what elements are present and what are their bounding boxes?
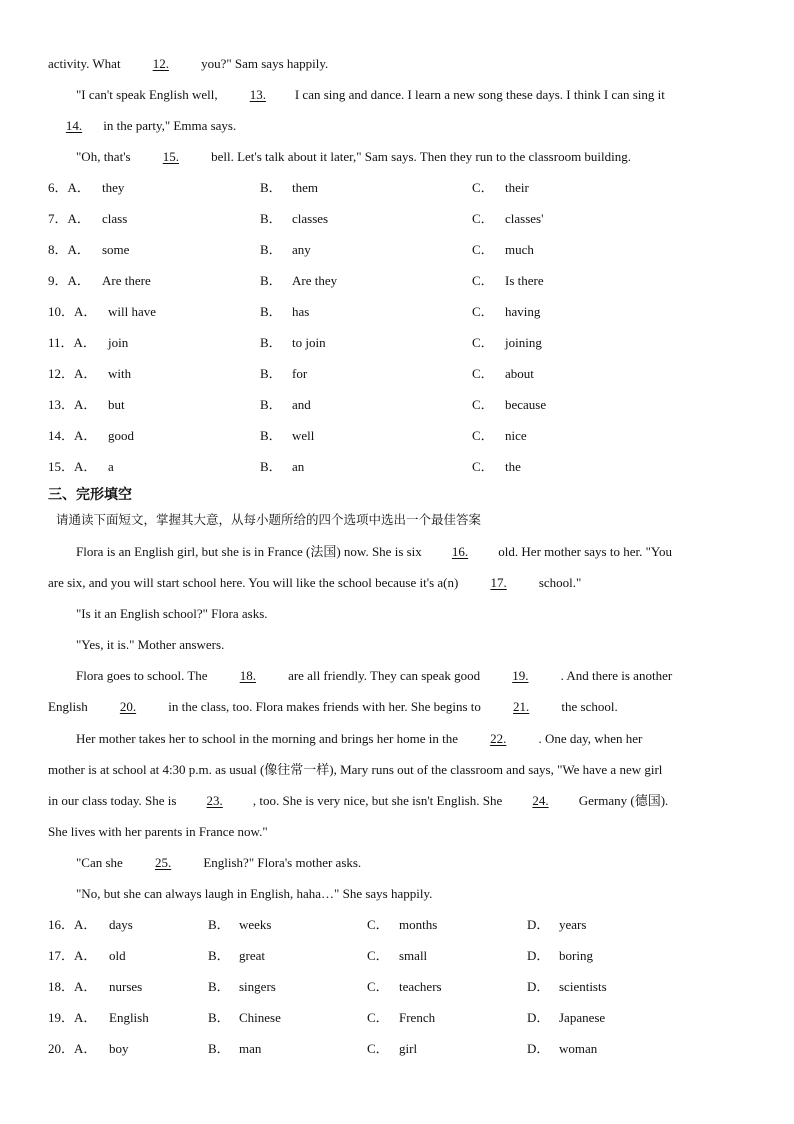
passage-text: are six, and you will start school here. You will like the school because it's a(n) [48,575,459,590]
blank-24: 24. [532,793,549,808]
blank-23: 23. [206,793,223,808]
passage-line [48,575,752,591]
question-row [48,948,752,964]
option-b-label: B． [208,948,230,963]
option-c-label: C． [472,428,494,443]
passage-text: "Oh, that's [76,149,131,164]
blank-12: 12. [152,56,169,71]
question-number: 8．A． [48,242,90,257]
option-a[interactable]: will have [108,304,157,319]
option-b[interactable]: and [292,397,311,412]
option-b[interactable]: Are they [292,273,338,288]
option-b[interactable]: singers [239,979,276,994]
question-row [48,979,752,995]
blank-14: 14. [65,118,83,133]
blank-22: 22. [490,731,507,746]
option-a[interactable]: boy [109,1041,129,1056]
blank-19: 19. [512,668,529,683]
option-a[interactable]: English [109,1010,149,1025]
passage-line [48,793,752,809]
question-number: 13．A． [48,397,97,412]
passage-line: "Yes, it is." Mother answers. [76,637,225,652]
passage-line [76,731,752,747]
question-number: 18．A． [48,979,97,994]
option-b-label: B． [260,366,282,381]
passage-line [76,149,752,165]
option-c[interactable]: girl [399,1041,418,1056]
blank-17: 17. [490,575,507,590]
passage-text: , too. She is very nice, but she isn't English. She [252,793,503,808]
option-b[interactable]: weeks [239,917,272,932]
passage-line: She lives with her parents in France now." [48,824,268,839]
passage-text: bell. Let's talk about it later," Sam says. Then they run to the classroom building. [211,149,632,164]
blank-25: 25. [154,855,172,870]
question-row [48,242,752,258]
option-a[interactable]: with [108,366,132,381]
option-b-label: B． [260,273,282,288]
passage-text: "Can she [76,855,123,870]
option-d-label: D． [527,948,550,963]
option-b-label: B． [260,335,282,350]
option-b[interactable]: any [292,242,311,257]
question-number: 11．A． [48,335,96,350]
option-b[interactable]: great [239,948,265,963]
question-row [48,459,752,475]
option-c-label: C． [472,459,494,474]
passage-text: in the class, too. Flora makes friends with her. She begins to [168,699,481,714]
passage-text: I can sing and dance. I learn a new song these days. I think I can sing it [294,87,665,102]
option-c[interactable]: the [505,459,521,474]
option-c-label: C． [472,366,494,381]
option-a[interactable]: some [102,242,130,257]
blank-20: 20. [119,699,137,714]
question-number: 19．A． [48,1010,97,1025]
option-c-label: C． [472,180,494,195]
option-c-label: C． [472,304,494,319]
option-b-label: B． [260,211,282,226]
question-number: 17．A． [48,948,97,963]
question-number: 6．A． [48,180,90,195]
passage-text: old. Her mother says to her. "You [498,544,672,559]
passage-text: in the party," Emma says. [103,118,237,133]
option-b[interactable]: an [292,459,305,474]
passage-text: in our class today. She is [48,793,177,808]
question-row [48,428,752,444]
question-row [48,1010,752,1026]
option-a[interactable]: but [108,397,125,412]
blank-21: 21. [513,699,530,714]
option-d-label: D． [527,979,550,994]
section-instruction: 请通读下面短文，掌握其大意，从每小题所给的四个选项中选出一个最佳答案 [56,512,482,527]
option-b[interactable]: to join [292,335,326,350]
blank-18: 18. [239,668,256,683]
option-a[interactable]: nurses [109,979,143,994]
passage-line [48,118,752,134]
option-c-label: C． [472,211,494,226]
option-b-label: B． [260,459,282,474]
option-c[interactable]: having [505,304,541,319]
question-row [48,1041,752,1057]
option-a[interactable]: Are there [102,273,151,288]
passage-text: English?" Flora's mother asks. [203,855,362,870]
option-b-label: B． [208,917,230,932]
passage-text: "I can't speak English well, [76,87,218,102]
passage-line [48,56,752,72]
option-c[interactable]: nice [505,428,527,443]
option-c[interactable]: classes' [505,211,544,226]
option-a[interactable]: days [109,917,133,932]
option-b-label: B． [260,180,282,195]
question-row [48,397,752,413]
option-d-label: D． [527,1010,550,1025]
passage-line [76,668,752,684]
question-number: 16．A． [48,917,97,932]
passage-line: mother is at school at 4:30 p.m. as usual (像往常一样), Mary runs out of the classroom and says, "We have a new girl [48,762,663,777]
option-a[interactable]: they [102,180,125,195]
option-c[interactable]: their [505,180,529,195]
option-c[interactable]: because [505,397,547,412]
passage-line [76,87,752,103]
question-number: 15．A． [48,459,97,474]
question-number: 20．A． [48,1041,97,1056]
passage-text: are all friendly. They can speak good [288,668,481,683]
blank-13: 13. [249,87,266,102]
question-row [48,273,752,289]
option-c[interactable]: teachers [399,979,442,994]
option-c-label: C． [367,917,389,932]
option-b[interactable]: them [292,180,318,195]
option-c[interactable]: joining [505,335,542,350]
passage-text: Germany (德国). [578,793,669,808]
option-d[interactable]: scientists [559,979,607,994]
option-a[interactable]: join [108,335,129,350]
option-b-label: B． [208,1010,230,1025]
option-c-label: C． [472,335,494,350]
question-row [48,366,752,382]
option-d[interactable]: woman [559,1041,598,1056]
section-title: 三、完形填空 [48,487,132,503]
passage-text: . And there is another [560,668,673,683]
blank-16: 16. [451,544,469,559]
passage-text: school." [538,575,582,590]
question-row [48,335,752,351]
passage-line [48,699,752,715]
option-c-label: C． [472,397,494,412]
option-b-label: B． [208,979,230,994]
option-c-label: C． [472,273,494,288]
option-d-label: D． [527,917,550,932]
passage-text: . One day, when her [538,731,643,746]
blank-15: 15. [162,149,179,164]
option-c-label: C． [367,1041,389,1056]
option-c-label: C． [367,948,389,963]
question-row [48,211,752,227]
option-b[interactable]: Chinese [239,1010,281,1025]
option-b[interactable]: for [292,366,308,381]
question-number: 12．A． [48,366,97,381]
question-row [48,917,752,933]
option-b-label: B． [260,428,282,443]
question-row [48,180,752,196]
option-b-label: B． [260,304,282,319]
passage-text: English [48,699,88,714]
option-b[interactable]: classes [292,211,329,226]
passage-text: you?" Sam says happily. [201,56,329,71]
option-c[interactable]: months [399,917,438,932]
passage-text: the school. [561,699,618,714]
question-number: 14．A． [48,428,97,443]
option-d[interactable]: Japanese [559,1010,606,1025]
passage-line: "Is it an English school?" Flora asks. [76,606,268,621]
option-d-label: D． [527,1041,550,1056]
option-c[interactable]: much [505,242,534,257]
question-number: 10．A． [48,304,97,319]
option-c[interactable]: French [399,1010,436,1025]
passage-line: "No, but she can always laugh in English, haha…" She says happily. [76,886,433,901]
passage-text: Her mother takes her to school in the morning and brings her home in the [76,731,458,746]
option-c-label: C． [472,242,494,257]
option-a[interactable]: class [102,211,128,226]
option-d[interactable]: years [559,917,587,932]
option-a[interactable]: good [108,428,134,443]
passage-text: Flora is an English girl, but she is in France (法国) now. She is six [76,544,422,559]
passage-text: activity. What [48,56,121,71]
option-c[interactable]: Is there [505,273,544,288]
option-b-label: B． [260,397,282,412]
question-row [48,304,752,320]
passage-text: Flora goes to school. The [76,668,208,683]
option-c[interactable]: about [505,366,534,381]
passage-line [76,544,752,560]
option-c[interactable]: small [399,948,428,963]
option-b-label: B． [260,242,282,257]
passage-line [76,855,752,871]
option-c-label: C． [367,1010,389,1025]
option-c-label: C． [367,979,389,994]
question-number: 7．A． [48,211,90,226]
question-number: 9．A． [48,273,90,288]
option-a[interactable]: old [109,948,126,963]
option-d[interactable]: boring [559,948,593,963]
option-b-label: B． [208,1041,230,1056]
option-b[interactable]: well [292,428,315,443]
option-b[interactable]: has [292,304,310,319]
option-a[interactable]: a [108,459,114,474]
option-b[interactable]: man [239,1041,262,1056]
